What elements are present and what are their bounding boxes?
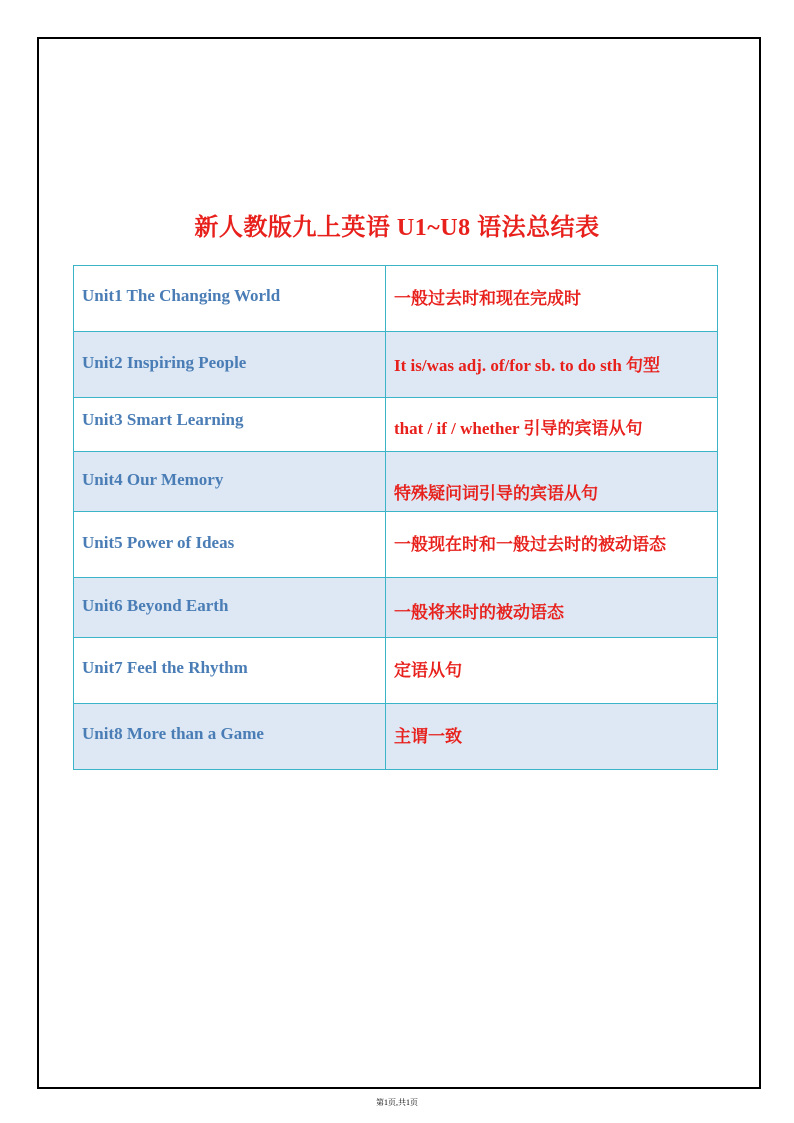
unit-cell [74,512,386,578]
table-row [74,452,718,512]
grammar-point: 一般现在时和一般过去时的被动语态 [394,535,666,554]
grammar-cell [386,704,718,770]
unit-cell [74,332,386,398]
table-row [74,578,718,638]
grammar-cell [386,332,718,398]
grammar-point: 定语从句 [394,661,462,680]
table-row [74,266,718,332]
grammar-point: 特殊疑问词引导的宾语从句 [394,484,598,503]
page-footer: 第1页,共1页 [376,1098,418,1107]
unit-cell [74,578,386,638]
grammar-point: that / if / whether 引导的宾语从句 [394,419,643,438]
table-row [74,704,718,770]
unit-name: Unit7 Feel the Rhythm [82,658,248,677]
grammar-summary-table [73,265,718,770]
table-row [74,398,718,452]
document-title: 新人教版九上英语 U1~U8 语法总结表 [194,215,600,241]
unit-name: Unit2 Inspiring People [82,353,247,372]
unit-name: Unit1 The Changing World [82,286,281,305]
unit-name: Unit6 Beyond Earth [82,596,229,615]
grammar-cell [386,578,718,638]
grammar-cell [386,266,718,332]
unit-cell [74,704,386,770]
table-row [74,512,718,578]
grammar-point: It is/was adj. of/for sb. to do sth 句型 [394,356,661,375]
grammar-cell [386,452,718,512]
grammar-cell [386,398,718,452]
unit-cell [74,398,386,452]
grammar-point: 一般过去时和现在完成时 [394,289,581,308]
grammar-cell [386,512,718,578]
grammar-point: 一般将来时的被动语态 [394,603,564,622]
table-row [74,332,718,398]
unit-cell [74,452,386,512]
unit-name: Unit5 Power of Ideas [82,533,235,552]
grammar-cell [386,638,718,704]
unit-name: Unit4 Our Memory [82,470,224,489]
unit-cell [74,638,386,704]
unit-name: Unit8 More than a Game [82,724,264,743]
unit-cell [74,266,386,332]
grammar-point: 主谓一致 [394,727,462,746]
unit-name: Unit3 Smart Learning [82,410,244,429]
table-row [74,638,718,704]
